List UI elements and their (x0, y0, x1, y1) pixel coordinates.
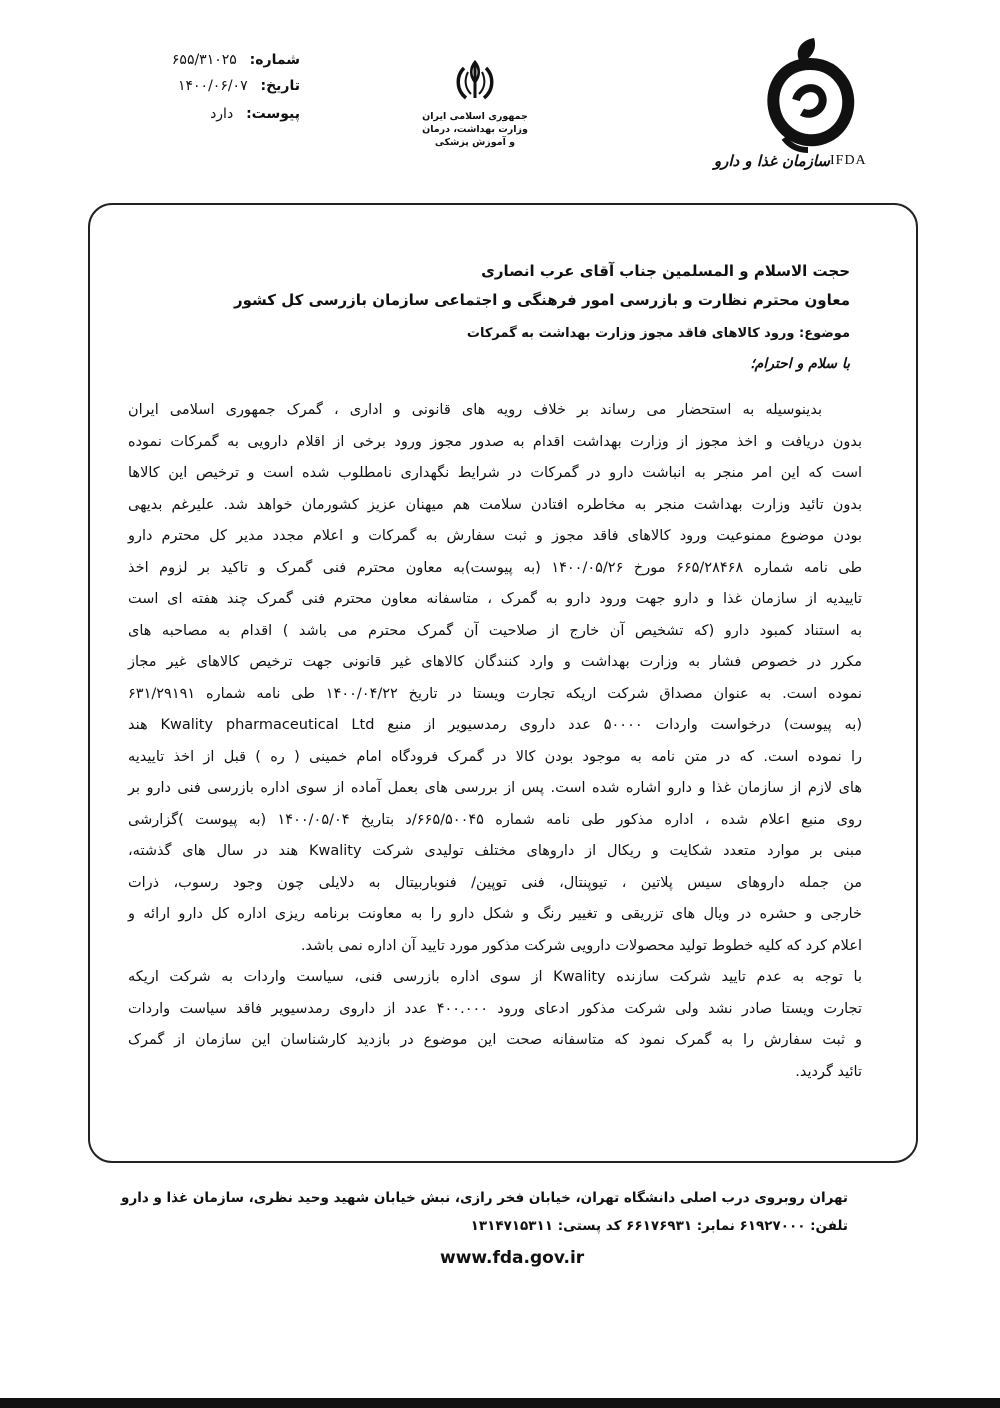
recipient-line-2: معاون محترم نظارت و بازرسی امور فرهنگی و اجتماعی سازمان بازرسی کل کشور (234, 291, 850, 309)
body-line-11: (به پیوست) درخواست واردات ۵۰۰۰۰ عدد داروی رمدسیویر از منبع Kwality pharmaceutical Ltd هند (128, 717, 862, 733)
body-line-19: با توجه به عدم تایید شرکت سازنده Kwality از سوی اداره بازرسی فنی، سیاست واردات به شرکت اریکه (128, 969, 862, 985)
body-line-12: را نموده است. که در متن نامه به موجود بودن کالا در گمرک فرودگاه امام خمینی ( ره ) قبل از اخذ تاییدیه (128, 748, 862, 765)
body-line-21: و ثبت سفارش را به گمرک نمود که متاسفانه صحت این موضوع در بازدید کارشناسان این سازمان از گمرک (128, 1032, 862, 1048)
letter-number-row (140, 52, 300, 76)
iran-emblem-icon (450, 58, 500, 104)
body-line-10: نموده است. به عنوان مصداق شرکت اریکه تجارت ویستا در تاریخ ۱۴۰۰/۰۴/۲۲ طی نامه شماره ۶۳۱/۲۹۱۹۱ (128, 685, 863, 702)
letter-date-row (140, 78, 300, 102)
recipient-line-1: حجت الاسلام و المسلمین جناب آقای عرب انصاری (481, 262, 850, 280)
footer-address: تهران روبروی درب اصلی دانشگاه تهران، خیابان فخر رازی، نبش خیابان شهید وحید نظری، سازمان غذا و دارو (121, 1190, 848, 1206)
letter-attachment-value: دارد (210, 106, 234, 122)
body-line-5: بودن موضوع ممنوعیت ورود کالاهای فاقد مجوز و ثبت سفارش به گمرکات و اعلام مجدد مدیر کل محترم دارو (128, 528, 862, 544)
body-line-20: تجارت ویستا صادر نشد ولی شرکت مذکور ادعای ورود ۴۰۰.۰۰۰ عدد از داروی رمدسیویر فاقد سیاست واردات (128, 1000, 862, 1017)
body-line-9: مکرر در خصوص فشار به وزارت بهداشت و وارد کنندگان کالاهای غیر قانونی جهت ترخیص کالاهای غیر مجاز (128, 654, 862, 670)
body-line-14: روی منبع اعلام شده ، اداره مذکور طی نامه شماره ۶۶۵/۵۰۰۴۵/د بتاریخ ۱۴۰۰/۰۵/۰۴ (به پیوست )گزارشی (128, 811, 862, 828)
body-line-17: خارجی و حشره در ویال های تزریقی و تغییر رنگ و شکل دارو را به معاونت برنامه ریزی اداره کل دارو ارائه و (128, 906, 862, 922)
body-line-2: بدون دریافت و اخذ مجوز از وزارت بهداشت اقدام به صدور مجوز ورود برخی از اقلام دارویی به گمرکات نموده (128, 433, 862, 450)
body-line-4: بدون تائید وزارت بهداشت منجر به مخاطره افتادن سلامت هم میهنان عزیز کشورمان خواهد شد. علیرغم بدیهی (128, 496, 862, 513)
letter-date-label: تاریخ: (260, 78, 300, 94)
letter-meta (140, 52, 300, 130)
letter-attachment-label: پیوست: (246, 106, 300, 122)
letter-body (128, 395, 862, 1088)
letter-date-value: ۱۴۰۰/۰۶/۰۷ (178, 78, 248, 94)
body-line-15: مبنی بر موارد متعدد شکایت و ریکال از داروهای مختلف تولیدی شرکت Kwality هند در سال های گذشته، (128, 843, 862, 859)
body-line-18: اعلام کرد که کلیه خطوط تولید محصولات دارویی شرکت مذکور مورد تایید آن اداره نمی باشد. (300, 937, 862, 954)
footer-website[interactable]: www.fda.gov.ir (440, 1248, 585, 1268)
footer-contact: تلفن: ۶۱۹۲۷۰۰۰ نمابر: ۶۶۱۷۶۹۳۱ کد پستی: ۱۳۱۴۷۱۵۳۱۱ (470, 1218, 848, 1234)
ifda-logo (712, 34, 872, 174)
scan-bottom-edge (0, 1398, 1000, 1408)
letter-number-label: شماره: (249, 52, 300, 68)
body-line-22: تائید گردید. (795, 1063, 862, 1080)
ifda-org-name: سازمان غذا و دارو (713, 152, 830, 170)
body-line-16: من جمله داروهای سیس پلاتین ، تیوپنتال، فنی توپین/ فنوباربیتال به دلایلی چون وجود رسوب، ذرات (128, 874, 862, 891)
body-line-8: به استناد کمبود دارو (که تشخیص آن خارج از صلاحیت آن گمرک محترم می باشد ) اقدام به مصاحبه های (128, 622, 862, 639)
letter-subject: موضوع: ورود کالاهای فاقد مجوز وزارت بهداشت به گمرکات (466, 326, 850, 341)
letter-number-value: ۶۵۵/۳۱۰۲۵ (171, 52, 237, 68)
body-line-7: تاییدیه از سازمان غذا و دارو جهت ورود دارو به گمرک ، متاسفانه معاون محترم فنی گمرک چند هفته ای است (128, 591, 862, 607)
body-line-13: های لازم از سازمان غذا و دارو اشاره شده است. پس از بررسی های بعمل آماده از سوی اداره بازرسی فنی دارو بر (128, 780, 862, 796)
emblem-line-3: و آموزش پزشکی (434, 137, 516, 148)
letter-greeting: با سلام و احترام؛ (750, 356, 850, 372)
emblem-line-2: وزارت بهداشت، درمان (422, 124, 528, 135)
letter-attachment-row (140, 106, 300, 130)
iran-emblem (410, 58, 540, 149)
ifda-logo-icon (756, 34, 866, 154)
body-line-1: بدینوسیله به استحضار می رساند بر خلاف رویه های قانونی و اداری ، گمرک جمهوری اسلامی ایران (128, 402, 822, 418)
body-line-6: طی نامه شماره ۶۶۵/۲۸۴۶۸ مورخ ۱۴۰۰/۰۵/۲۶ (به پیوست)به معاون محترم فنی گمرک و تاکید بر لزوم اخذ (128, 559, 862, 576)
emblem-line-1: جمهوری اسلامی ایران (422, 111, 528, 122)
body-line-3: است که این امر منجر به انباشت دارو در گمرکات در شرایط نگهداری نامطلوب شده است و ترخیص این کالاها (128, 465, 862, 481)
ifda-abbr: IFDA (830, 153, 867, 168)
